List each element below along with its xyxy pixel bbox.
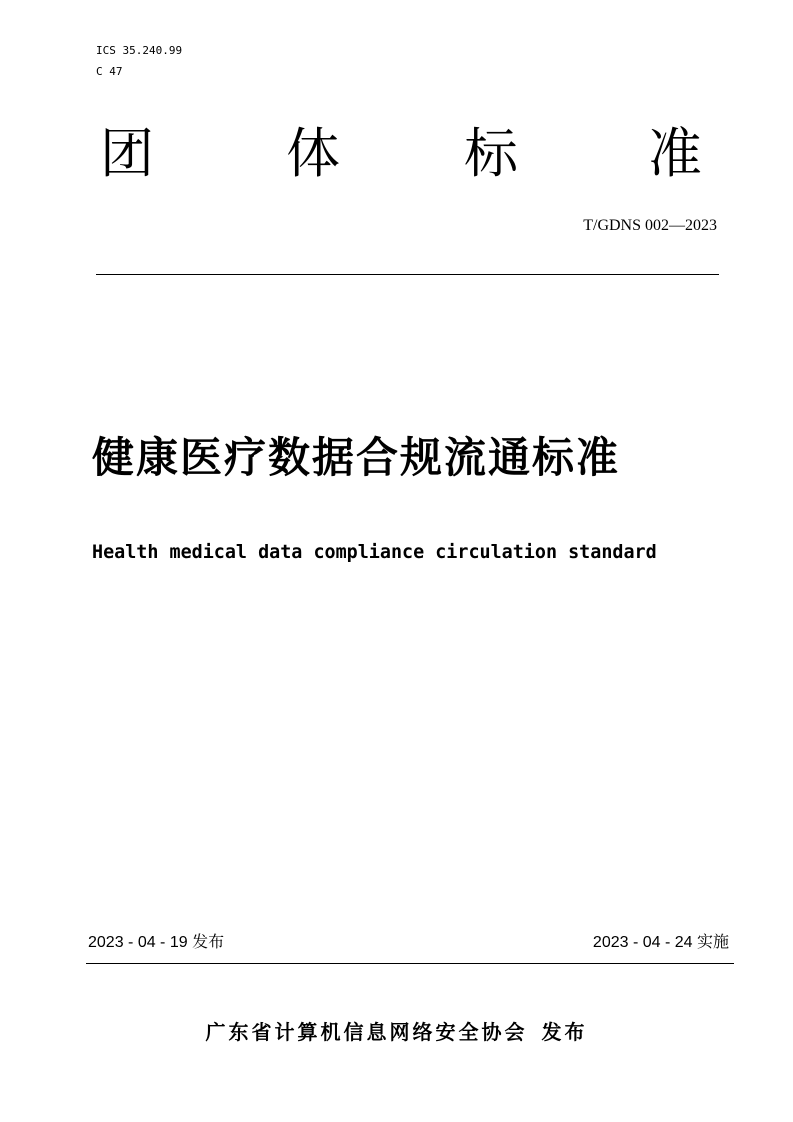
- document-type-heading: [100, 122, 712, 186]
- standard-title-chinese: 健康医疗数据合规流通标准: [92, 433, 621, 482]
- doc-type-char: 体: [286, 122, 340, 185]
- standard-number: T/GDNS 002—2023: [583, 217, 717, 234]
- ccs-code: C 47: [96, 65, 123, 78]
- standard-title-english: Health medical data compliance circulation standard: [92, 542, 657, 563]
- doc-type-char: 准: [648, 122, 702, 185]
- doc-type-char: 标: [464, 122, 518, 185]
- classification-codes: [96, 40, 182, 82]
- issue-date: 2023 - 04 - 19 发布: [88, 934, 225, 951]
- doc-type-char: 团: [100, 122, 154, 185]
- publisher-name: 广东省计算机信息网络安全协会: [205, 1020, 528, 1044]
- publisher-action: 发布: [541, 1020, 588, 1044]
- header-divider: [96, 274, 719, 275]
- effective-date: 2023 - 04 - 24 实施: [592, 934, 729, 951]
- footer-divider: [86, 963, 734, 964]
- publisher-line: [0, 1018, 793, 1046]
- ics-code: ICS 35.240.99: [96, 44, 183, 57]
